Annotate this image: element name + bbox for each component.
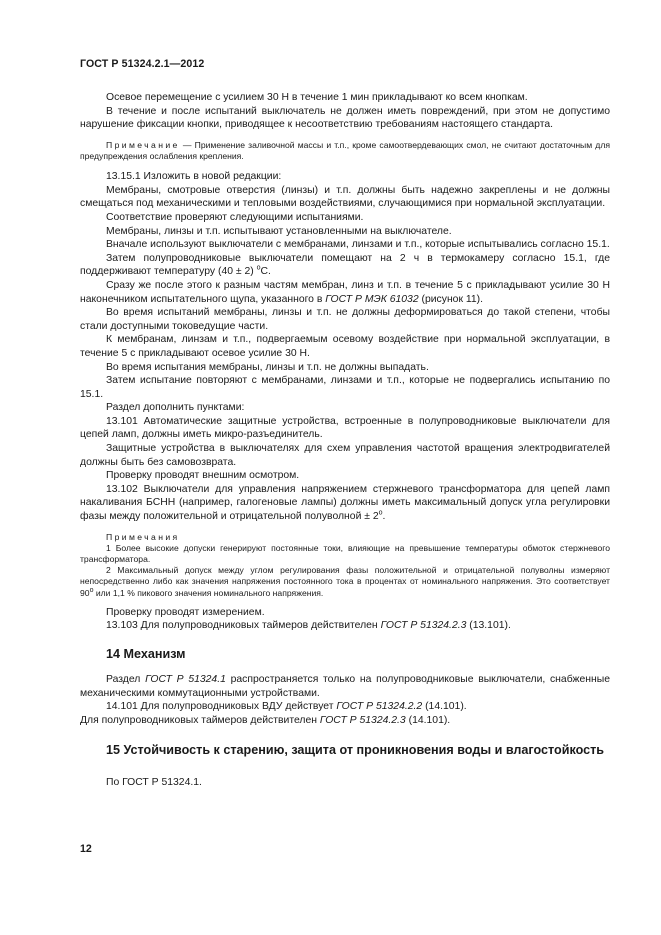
paragraph: Мембраны, линзы и т.п. испытывают установленными на выключателе.: [106, 225, 452, 237]
paragraph: Затем полупроводниковые выключатели помещают на 2 ч в термокамеру согласно 15.1, где поддерживают температуру (40 ± 2) $^о$С.: [80, 252, 610, 278]
paragraph: Проверку проводят внешним осмотром.: [106, 470, 300, 482]
paragraph: К мембранам, линзам и т.п., подвергаемым осевому воздействие при нормальной эксплуатации, в течение 5 с прикладывают осевое усилие 30 Н.: [80, 334, 610, 359]
note-item: 2 Максимальный допуск между углом регулирования фазы положительной и отрицательной полуволны измеряют непосредственно либо как значения напряжения постоянного тока в процентах от номинального напряжения. Это соответствует $90^о$ или 1,1 % пикового значения номинального напряжения.: [80, 565, 610, 598]
document-header: ГОСТ Р 51324.2.1—2012: [80, 58, 205, 70]
paragraph: Соответствие проверяют следующими испытаниями.: [106, 211, 364, 223]
standard-reference: ГОСТ Р 51324.1: [145, 674, 226, 686]
paragraph: 14.101 Для полупроводниковых ВДУ действует ГОСТ Р 51324.2.2 (14.101).: [106, 701, 467, 713]
document-body: [80, 91, 610, 790]
paragraph: 13.103 Для полупроводниковых таймеров действителен ГОСТ Р 51324.2.3 (13.101).: [106, 620, 511, 632]
paragraph: 13.102 Выключатели для управления напряжением стержневого трансформатора для цепей ламп накаливания БСНН (например, галогеновые лампы) должны иметь максимальный допуск угла регулировки фазы между положительной и отрицательной полуволной ± $2^о$.: [80, 483, 610, 523]
page-number: 12: [80, 843, 92, 855]
paragraph: Раздел дополнить пунктами:: [106, 402, 245, 414]
paragraph: Осевое перемещение с усилием 30 Н в течение 1 мин прикладывают ко всем кнопкам.: [106, 92, 528, 103]
note-text: — Применение заливочной массы и т.п., кроме самоотвердевающих смол, не считают достаточным для предупреждения ослабления крепления.: [80, 139, 610, 161]
paragraph: Защитные устройства в выключателях для схем управления частотой вращения электродвигателей должны быть без самовозврата.: [80, 443, 610, 468]
standard-reference: ГОСТ Р 51324.2.3: [319, 714, 406, 726]
paragraph: Вначале используют выключатели с мембранами, линзами и т.п., которые испытывались согласно 15.1.: [106, 239, 610, 251]
standard-reference: ГОСТ Р 51324.2.2: [336, 701, 423, 713]
note: [80, 140, 610, 162]
section-heading: 14 Механизм: [106, 647, 186, 662]
paragraph: Сразу же после этого к разным частям мембран, линз и т.п. в течение 5 с прикладывают усилие 30 Н наконечником испытательного щупа, указанного в ГОСТ Р МЭК 61032 (рисунок 11).: [80, 279, 610, 305]
paragraph: Во время испытаний мембраны, линзы и т.п. не должны деформироваться до такой степени, чтобы стали доступными токоведущие части.: [80, 307, 610, 332]
standard-reference: ГОСТ Р 51324.2.3: [380, 620, 467, 632]
paragraph: Во время испытания мембраны, линзы и т.п. не должны выпадать.: [106, 361, 429, 373]
note-item: 1 Более высокие допуски генерируют постоянные токи, влияющие на превышение температуры обмоток стержневого трансформатора.: [80, 542, 610, 565]
paragraph: 13.15.1 Изложить в новой редакции:: [106, 171, 282, 183]
paragraph: Раздел ГОСТ Р 51324.1 распространяется только на полупроводниковые выключатели, снабженные механическими коммутационными устройствами.: [80, 674, 610, 699]
section-heading: 15 Устойчивость к старению, защита от проникновения воды и влагостойкость: [106, 743, 605, 758]
paragraph: Проверку проводят измерением.: [106, 606, 265, 618]
note-label: Примечание: [106, 139, 180, 150]
paragraph: 13.101 Автоматические защитные устройства, встроенные в полупроводниковые выключатели для цепей ламп, должны иметь микро-разъединитель.: [80, 415, 610, 441]
paragraph: Мембраны, смотровые отверстия (линзы) и т.п. должны быть надежно закреплены и не должны смещаться под механическими и тепловыми воздействиями, случающимися при нормальной эксплуатации.: [80, 184, 610, 210]
paragraph: По ГОСТ Р 51324.1.: [106, 777, 202, 789]
notes-label: Примечания: [106, 531, 180, 542]
notes-block: [80, 532, 610, 599]
paragraph: Затем испытание повторяют с мембранами, линзами и т.п., которые не подвергались испытанию по 15.1.: [80, 375, 610, 400]
paragraph: В течение и после испытаний выключатель не должен иметь повреждений, при этом не допустимо нарушение фиксации кнопки, приводящее к несоответствию требованиям настоящего стандарта.: [80, 105, 610, 131]
standard-reference: ГОСТ Р МЭК 61032: [325, 293, 419, 305]
paragraph: Для полупроводниковых таймеров действителен ГОСТ Р 51324.2.3 (14.101).: [80, 714, 451, 726]
